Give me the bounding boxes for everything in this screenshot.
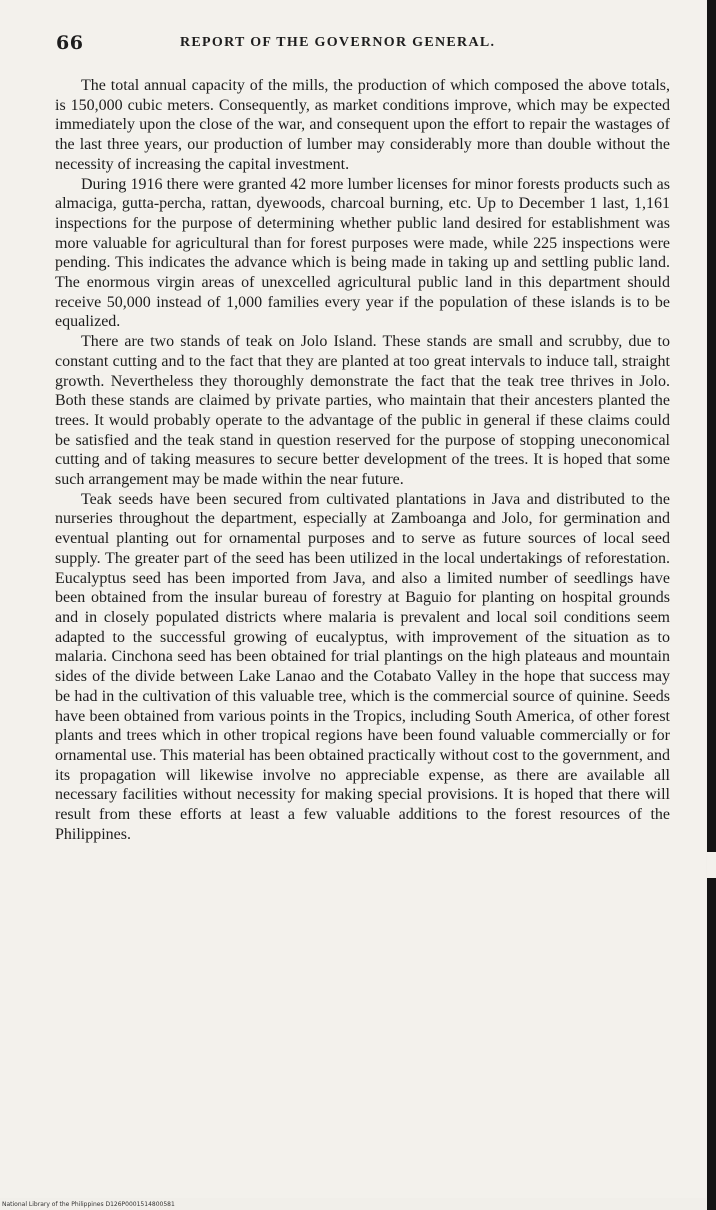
paragraph: During 1916 there were granted 42 more lumber licenses for minor forests products such as almaciga, gutta-percha, rattan, dyewoods, charcoal burning, etc. Up to December 1 last, 1,161 inspections for the purpose of determining whether public land desired for establishment was more valuable for agricultural than for forest purposes were made, while 225 inspections were pending. This indicates the advance which is being made in taking up and settling public land. The enormous virgin areas of unexcelled agricultural public land in this department should receive 50,000 instead of 1,000 families every year if the population of these islands is to be equalized. xyxy=(55,175,670,331)
paragraph: There are two stands of teak on Jolo Island. These stands are small and scrubby, due to constant cutting and to the fact that they are planted at too great intervals to induce tall, straight growth. Nevertheless they thoroughly demonstrate the fact that the teak tree thrives in Jolo. Both these stands are claimed by private parties, who maintain that their ancesters planted the trees. It would probably operate to the advantage of the public in general if these claims could be satisfied and the teak stand in question reserved for the purpose of stopping uneconomical cutting and of taking measures to secure better development of the trees. It is hoped that some such arrangement may be made within the near future. xyxy=(55,333,670,489)
page-number: 66 xyxy=(56,32,84,54)
paragraph: Teak seeds have been secured from cultivated plantations in Java and distributed to the nurseries throughout the department, especially at Zamboanga and Jolo, for germination and eventual planting out for ornamental purposes and to serve as future sources of local seed supply. The greater part of the seed has been utilized in the local undertakings of reforestation. Eucalyptus seed has been imported from Java, and also a limited number of seedlings have been obtained from the insular bureau of forestry at Baguio for planting on hospital grounds and in closely populated districts where malaria is prevalent and local soil conditions seem adapted to the successful growing of eucalyptus, with improvement of the situation as to malaria. Cinchona seed has been obtained for trial plantings on the high plateaus and mountain sides of the divide between Lake Lanao and the Cotabato Valley in the hope that success may be had in the cultivation of this valuable tree, which is the commercial source of quinine. Seeds have been obtained from various points in the Tropics, including South America, of other forest plants and trees which in other tropical regions have been found valuable commercially or for ornamental use. This material has been obtained practically without cost to the government, and its propagation will likewise involve no appreciable expense, as there are available all necessary facilities without necessity for making special provisions. It is hoped that there will result from these efforts at least a few valuable additions to the forest resources of the Philippines. xyxy=(55,490,670,843)
scan-credit-footer: National Library of the Philippines D126P0001514800581 xyxy=(2,1201,175,1208)
page-header xyxy=(56,32,676,56)
running-head: REPORT OF THE GOVERNOR GENERAL. xyxy=(180,35,496,50)
body-text xyxy=(55,76,670,844)
scan-edge-notch xyxy=(707,852,716,878)
paragraph: The total annual capacity of the mills, the production of which composed the above totals, is 150,000 cubic meters. Consequently, as market conditions improve, which may be expected immediately upon the close of the war, and consequent upon the effort to repair the wastages of the last three years, our production of lumber may considerably more than double without the necessity of increasing the capital investment. xyxy=(55,77,670,173)
scan-edge-bar xyxy=(707,0,716,1210)
